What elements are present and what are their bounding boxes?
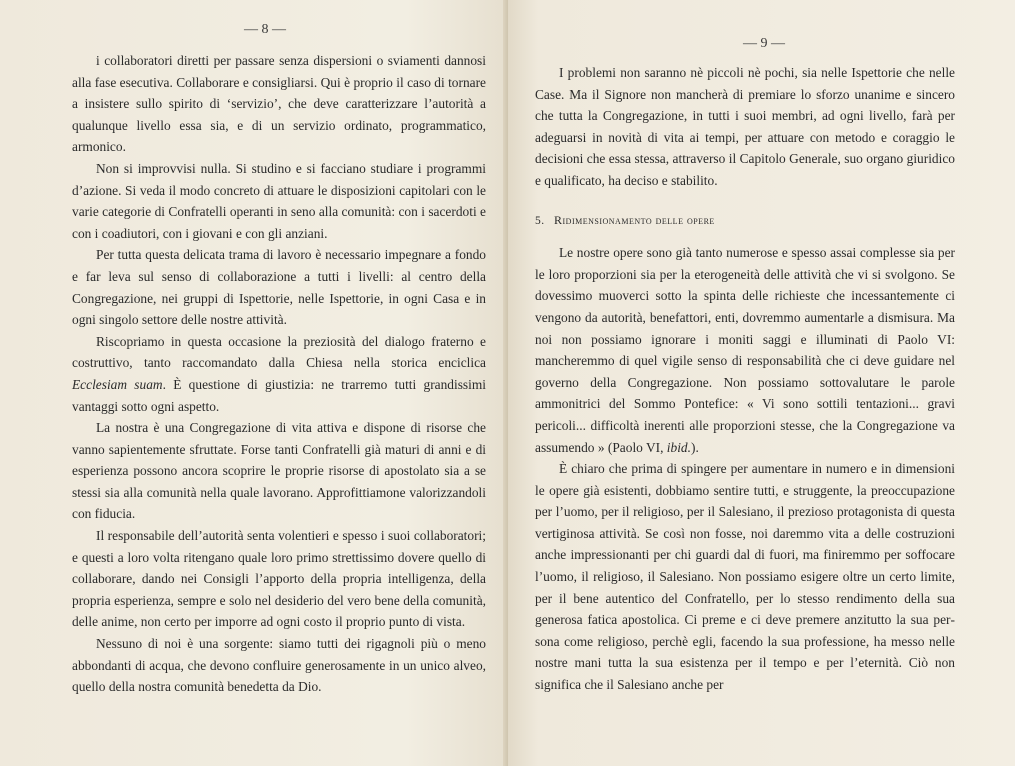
right-page bbox=[508, 0, 1015, 766]
paragraph: Il responsabile dell’autorità senta volentieri e spesso i suoi collaboratori; e questi a loro volta ritengano quale loro primo strettissimo dovere quello di collaborare, dando nei Consigli l’apporto della propria intelligenza, della propria esperienza, sempre e solo nel desiderio del vero bene della comunità, delle anime, non certo per imporre ad ogni costo il proprio punto di vista. bbox=[72, 528, 486, 630]
page-body bbox=[535, 62, 955, 696]
paragraph: La nostra è una Congregazione di vita attiva e dispone di risorse che vanno sapientemente sfruttate. Forse tanti Confratelli già maturi di anni e di esperienza possono ancora scoprire le proprie risorse di apostolato sia a se stessi sia alla comunità nella quale lavorano. Approfittiamone valorizzandoli con fiducia. bbox=[72, 420, 486, 522]
page-number: — 8 — bbox=[244, 22, 286, 37]
section-number: 5. bbox=[535, 214, 545, 227]
section-title: Ridimensionamento delle opere bbox=[554, 212, 715, 227]
left-page bbox=[0, 0, 507, 766]
paragraph: Nessuno di noi è una sorgente: siamo tutti dei rigagnoli più o meno abbondanti di acqua, che devono confluire generosamente in un unico alveo, quello della nostra comunità benedetta da Dio. bbox=[72, 636, 486, 695]
paragraph: i collaboratori diretti per passare senza dispersioni o sviamenti dannosi alla fase esecutiva. Collaborare e consigliarsi. Qui è proprio il caso di tornare a insistere sullo spirito di ‘servizio’, che deve caratterizzare l’autorità a qualunque livello essa sia, e di un servizio ordinato, programmatico, armonico. bbox=[72, 53, 486, 155]
paragraph: Non si improvvisi nulla. Si studino e si facciano studiare i programmi d’azione. Si veda il modo concreto di attuare le disposizioni capitolari con le varie categorie di Confratelli operanti in seno alla comunità: con i sacerdoti e con i coadiutori, con i giovani e con gli anziani. bbox=[72, 160, 486, 241]
paragraph: Riscopriamo in questa occasione la preziosità del dialogo fraterno e costruttivo, tanto raccomandato dalla Chiesa nella storica enciclica Ecclesiam suam. È questione di giustizia: ne trarremo tutti grandissimi vantaggi sotto ogni aspetto. bbox=[72, 333, 486, 414]
paragraph: I problemi non saranno nè piccoli nè pochi, sia nelle Ispettorie che nelle Case. Ma il Signore non mancherà di premiare lo sforzo unanime e sincero che tutta la Congregazione, in tutti i suoi membri, ad ogni livello, farà per adeguarsi in novità di vita ai tempi, per attuare con metodo e coraggio le decisioni che essa stessa, attraverso il Capitolo Generale, suo organo giuridico e qualificato, ha deciso e stabilito. bbox=[535, 65, 955, 188]
page-body bbox=[72, 50, 486, 698]
paragraph: È chiaro che prima di spingere per aumentare in numero e in dimensioni le opere già esistenti, dobbiamo sentire tutti, e struggente, la preoccupazione per l’uomo, per il religioso, per il Salesiano, il prezioso protagonista di questa vertiginosa attività. Se così non fosse, noi daremmo vita a delle costruzioni anche impressionanti per chi guardi dal di fuori, ma finiremmo per soffocare l’uomo, il religioso, il Salesiano. Non possiamo esigere oltre un certo limite, per il bene autentico del Confratello, per lo stesso rendimento della sua generosa fatica apostolica. Ci preme e ci deve premere anzitutto la sua persona come religioso, perchè egli, facendo la sua professione, ha messo nelle nostre mani tutta la sua esistenza per il tempo e per l’eternità. Ciò non significa che il Salesiano anche per bbox=[535, 461, 955, 693]
page-number: — 9 — bbox=[743, 36, 785, 51]
paragraph: Per tutta questa delicata trama di lavoro è necessario impegnare a fondo e far leva sul senso di collaborazione a tutti i livelli: al centro della Congregazione, nei gruppi di Ispettorie, nelle Ispettorie, in ogni Casa e in ogni singolo settore delle nostre attività. bbox=[72, 247, 486, 328]
paragraph: Le nostre opere sono già tanto numerose e spesso assai complesse sia per le loro proporzioni sia per la eterogeneità delle attività che vi si svolgono. Se dovessimo muoverci sotto la spinta delle richieste che incessantemente ci vengono da autorità, benefattori, enti, dovremmo aumentarle a dismisura. Ma noi non possiamo ignorare i moniti saggi e illuminati di Paolo VI: mancheremmo di quel vigile senso di responsabilità che ci deve guidare nel governo della Congregazione. Non possiamo sottovalutare le parole ammonitrici del Sommo Pontefice: « Vi sono sottili tentazioni... gravi pericoli... difficoltà inerenti alle proporzioni stesse, che la Congregazione va assumendo » (Paolo VI, ibid.). bbox=[535, 245, 955, 455]
section-heading bbox=[535, 210, 955, 233]
